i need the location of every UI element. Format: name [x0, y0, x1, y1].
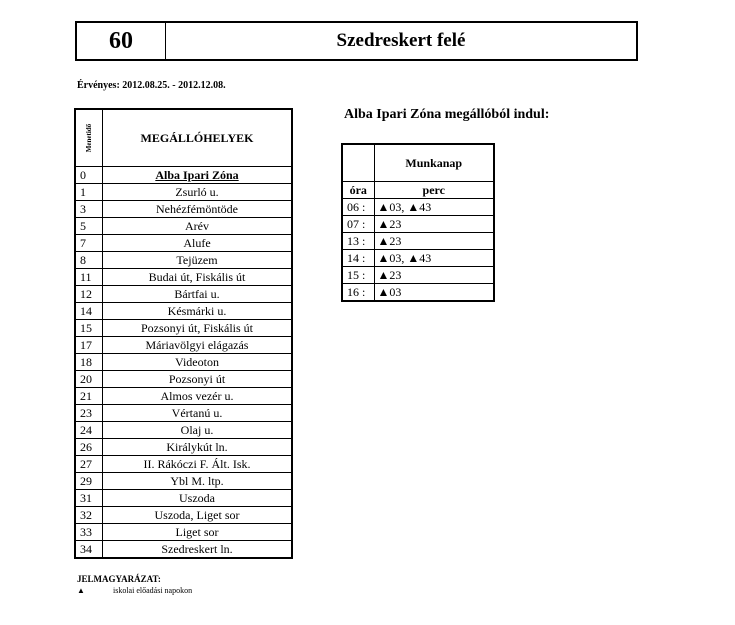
stop-travel-time: 5: [75, 218, 103, 235]
route-header: [75, 21, 638, 61]
stop-travel-time: 23: [75, 405, 103, 422]
departure-hour: 06 :: [342, 199, 374, 216]
stop-row: [75, 456, 292, 473]
stop-travel-time: 15: [75, 320, 103, 337]
stop-travel-time: 29: [75, 473, 103, 490]
timetable-corner: [342, 144, 374, 182]
stop-name: Vértanú u.: [103, 405, 293, 422]
stop-travel-time: 3: [75, 201, 103, 218]
stop-travel-time: 24: [75, 422, 103, 439]
stop-name: Bártfai u.: [103, 286, 293, 303]
departure-minutes: ▲23: [374, 233, 494, 250]
stop-row: [75, 507, 292, 524]
departure-row: [342, 284, 494, 302]
departure-hour: 16 :: [342, 284, 374, 302]
stop-travel-time: 33: [75, 524, 103, 541]
departure-row: [342, 233, 494, 250]
route-number: 60: [77, 23, 166, 59]
stop-row: [75, 218, 292, 235]
stop-row: [75, 286, 292, 303]
stop-name: Pozsonyi út, Fiskális út: [103, 320, 293, 337]
stop-row: [75, 337, 292, 354]
stop-name: Tejüzem: [103, 252, 293, 269]
stop-travel-time: 7: [75, 235, 103, 252]
stop-name: Nehézfémöntöde: [103, 201, 293, 218]
stop-travel-time: 20: [75, 371, 103, 388]
departure-hour: 15 :: [342, 267, 374, 284]
stop-row: [75, 252, 292, 269]
stop-travel-time: 18: [75, 354, 103, 371]
stop-travel-time: 1: [75, 184, 103, 201]
departure-minutes: ▲23: [374, 267, 494, 284]
departure-minutes: ▲03, ▲43: [374, 199, 494, 216]
stop-row: [75, 388, 292, 405]
stop-name: Zsurló u.: [103, 184, 293, 201]
legend-title: JELMAGYARÁZAT:: [77, 574, 161, 584]
validity-period: Érvényes: 2012.08.25. - 2012.12.08.: [77, 80, 226, 91]
departure-minutes: ▲03, ▲43: [374, 250, 494, 267]
stop-row: [75, 354, 292, 371]
stop-row: [75, 303, 292, 320]
minutes-header: Menetidő: [85, 123, 93, 153]
stop-name: Máriavölgyi elágazás: [103, 337, 293, 354]
stop-row: [75, 405, 292, 422]
stop-name: Királykút ln.: [103, 439, 293, 456]
stops-table: [74, 108, 293, 559]
stop-row: [75, 422, 292, 439]
stop-row: [75, 541, 292, 559]
hour-header: óra: [342, 182, 374, 199]
day-type: Munkanap: [374, 144, 494, 182]
stop-name: Almos vezér u.: [103, 388, 293, 405]
stop-travel-time: 14: [75, 303, 103, 320]
departure-hour: 07 :: [342, 216, 374, 233]
stop-row: [75, 439, 292, 456]
stop-row: [75, 201, 292, 218]
departure-row: [342, 199, 494, 216]
stop-travel-time: 8: [75, 252, 103, 269]
departure-row: [342, 267, 494, 284]
stop-row: [75, 524, 292, 541]
stop-travel-time: 17: [75, 337, 103, 354]
stop-name: Késmárki u.: [103, 303, 293, 320]
stop-name: Arév: [103, 218, 293, 235]
stop-name: Uszoda: [103, 490, 293, 507]
stop-travel-time: 26: [75, 439, 103, 456]
stop-travel-time: 0: [75, 167, 103, 184]
stop-name: Alufe: [103, 235, 293, 252]
stop-name: Ybl M. ltp.: [103, 473, 293, 490]
legend-text: iskolai előadási napokon: [113, 586, 193, 595]
stops-header: MEGÁLLÓHELYEK: [103, 109, 293, 167]
stop-name: Alba Ipari Zóna: [103, 167, 293, 184]
stop-name: Olaj u.: [103, 422, 293, 439]
stop-name: Pozsonyi út: [103, 371, 293, 388]
triangle-icon: ▲: [77, 586, 85, 595]
minutes-header-cell: [75, 109, 103, 167]
stop-travel-time: 31: [75, 490, 103, 507]
departure-minutes: ▲23: [374, 216, 494, 233]
stop-name: Videoton: [103, 354, 293, 371]
stop-row: [75, 184, 292, 201]
timetable-header-row: [342, 144, 494, 182]
stop-travel-time: 21: [75, 388, 103, 405]
start-note: Alba Ipari Zóna megállóból indul:: [344, 107, 550, 122]
departure-hour: 14 :: [342, 250, 374, 267]
legend-item: [77, 586, 192, 595]
stop-row: [75, 167, 292, 184]
stop-row: [75, 371, 292, 388]
stop-name: Uszoda, Liget sor: [103, 507, 293, 524]
stop-travel-time: 12: [75, 286, 103, 303]
stop-travel-time: 27: [75, 456, 103, 473]
stop-row: [75, 473, 292, 490]
stop-travel-time: 11: [75, 269, 103, 286]
departure-hour: 13 :: [342, 233, 374, 250]
stop-row: [75, 235, 292, 252]
departure-row: [342, 250, 494, 267]
stop-row: [75, 320, 292, 337]
timetable-column-headers: [342, 182, 494, 199]
stop-travel-time: 34: [75, 541, 103, 559]
stop-name: Budai út, Fiskális út: [103, 269, 293, 286]
minute-header: perc: [374, 182, 494, 199]
stop-name: Liget sor: [103, 524, 293, 541]
stops-header-row: [75, 109, 292, 167]
stop-row: [75, 490, 292, 507]
departure-minutes: ▲03: [374, 284, 494, 302]
route-direction: Szedreskert felé: [336, 30, 466, 51]
stop-travel-time: 32: [75, 507, 103, 524]
timetable: [341, 143, 495, 302]
stop-name: Szedreskert ln.: [103, 541, 293, 559]
stop-name: II. Rákóczi F. Ált. Isk.: [103, 456, 293, 473]
stop-row: [75, 269, 292, 286]
departure-row: [342, 216, 494, 233]
